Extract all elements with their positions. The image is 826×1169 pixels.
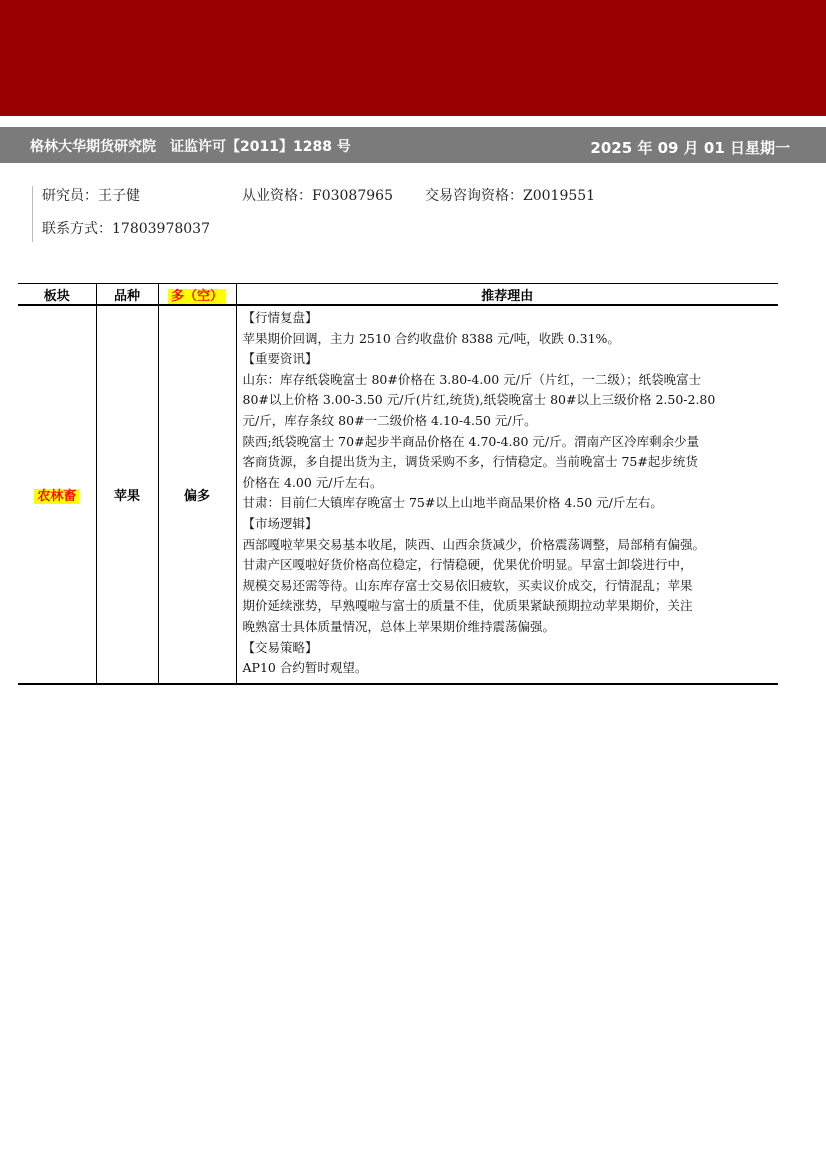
reason-line: 甘肃产区嘎啦好货价格高位稳定，行情稳硬，优果优价明显。早富士卸袋进行中， [242, 557, 693, 573]
header-variety: 品种 [96, 284, 158, 306]
reason-line: 元/斤，库存条纹 80#一二级价格 4.10-4.50 元/斤。 [242, 412, 537, 428]
table-row [18, 305, 778, 684]
banner-divider [0, 116, 826, 122]
title-bar [0, 127, 826, 163]
direction-cell: 偏多 [158, 305, 236, 684]
header-reason: 推荐理由 [236, 284, 778, 306]
qualification-number: 从业资格：F03087965 [242, 188, 393, 204]
reason-section-heading: 【市场逻辑】 [242, 515, 318, 531]
reason-line: 山东：库存纸袋晚富士 80#价格在 3.80-4.00 元/斤（片红，一二级）；纸袋晚富士 [242, 371, 702, 387]
reason-section-heading: 【行情复盘】 [242, 310, 318, 325]
reason-cell [236, 305, 778, 684]
table-header-row [18, 284, 778, 306]
reason-line: 期价延续涨势，早熟嘎啦与富士的质量不佳，优质果紧缺预期拉动苹果期价，关注 [242, 598, 693, 614]
reason-section-heading: 【重要资讯】 [242, 351, 318, 367]
sector-label: 农林畜 [34, 489, 79, 504]
analyst-divider [32, 186, 33, 242]
top-banner [0, 0, 826, 116]
recommendation-table [18, 283, 778, 685]
reason-line: AP10 合约暂时观望。 [242, 660, 368, 676]
header-direction [158, 284, 236, 306]
reason-line: 价格在 4.00 元/斤左右。 [242, 474, 383, 490]
variety-cell: 苹果 [96, 305, 158, 684]
reason-line: 陕西;纸袋晚富士 70#起步半商品价格在 4.70-4.80 元/斤。渭南产区冷库剩余少量 [242, 433, 700, 449]
contact-info: 联系方式：17803978037 [42, 221, 210, 237]
reason-line: 80#以上价格 3.00-3.50 元/斤(片红,统货),纸袋晚富士 80#以上三级价格 2.50-2.80 [242, 392, 716, 408]
header-sector: 板块 [18, 284, 96, 306]
reason-line: 客商货源，多自提出货为主，调货采购不多，行情稳定。当前晚富士 75#起步统货 [242, 454, 698, 470]
researcher-name: 研究员：王子健 [42, 188, 140, 204]
reason-section-heading: 【交易策略】 [242, 639, 318, 655]
reason-line: 苹果期价回调，主力 2510 合约收盘价 8388 元/吨，收跌 0.31%。 [242, 330, 620, 346]
sector-cell [18, 305, 96, 684]
org-license-line: 格林大华期货研究院 证监许可【2011】1288 号 [30, 139, 351, 155]
reason-line: 晚熟富士具体质量情况，总体上苹果期价维持震荡偏强。 [242, 618, 556, 634]
reason-line: 甘肃：目前仁大镇库存晚富士 75#以上山地半商品果价格 4.50 元/斤左右。 [242, 495, 663, 511]
report-date: 2025 年 09 月 01 日星期一 [590, 139, 790, 157]
reason-line: 西部嘎啦苹果交易基本收尾，陕西、山西余货减少，价格震荡调整，局部稍有偏强。 [242, 536, 706, 552]
header-direction-label: 多（空） [168, 289, 226, 304]
reason-line: 规模交易还需等待。山东库存富士交易依旧疲软，买卖议价成交，行情混乱；苹果 [242, 577, 693, 593]
trading-qualification-number: 交易咨询资格：Z0019551 [425, 188, 596, 204]
